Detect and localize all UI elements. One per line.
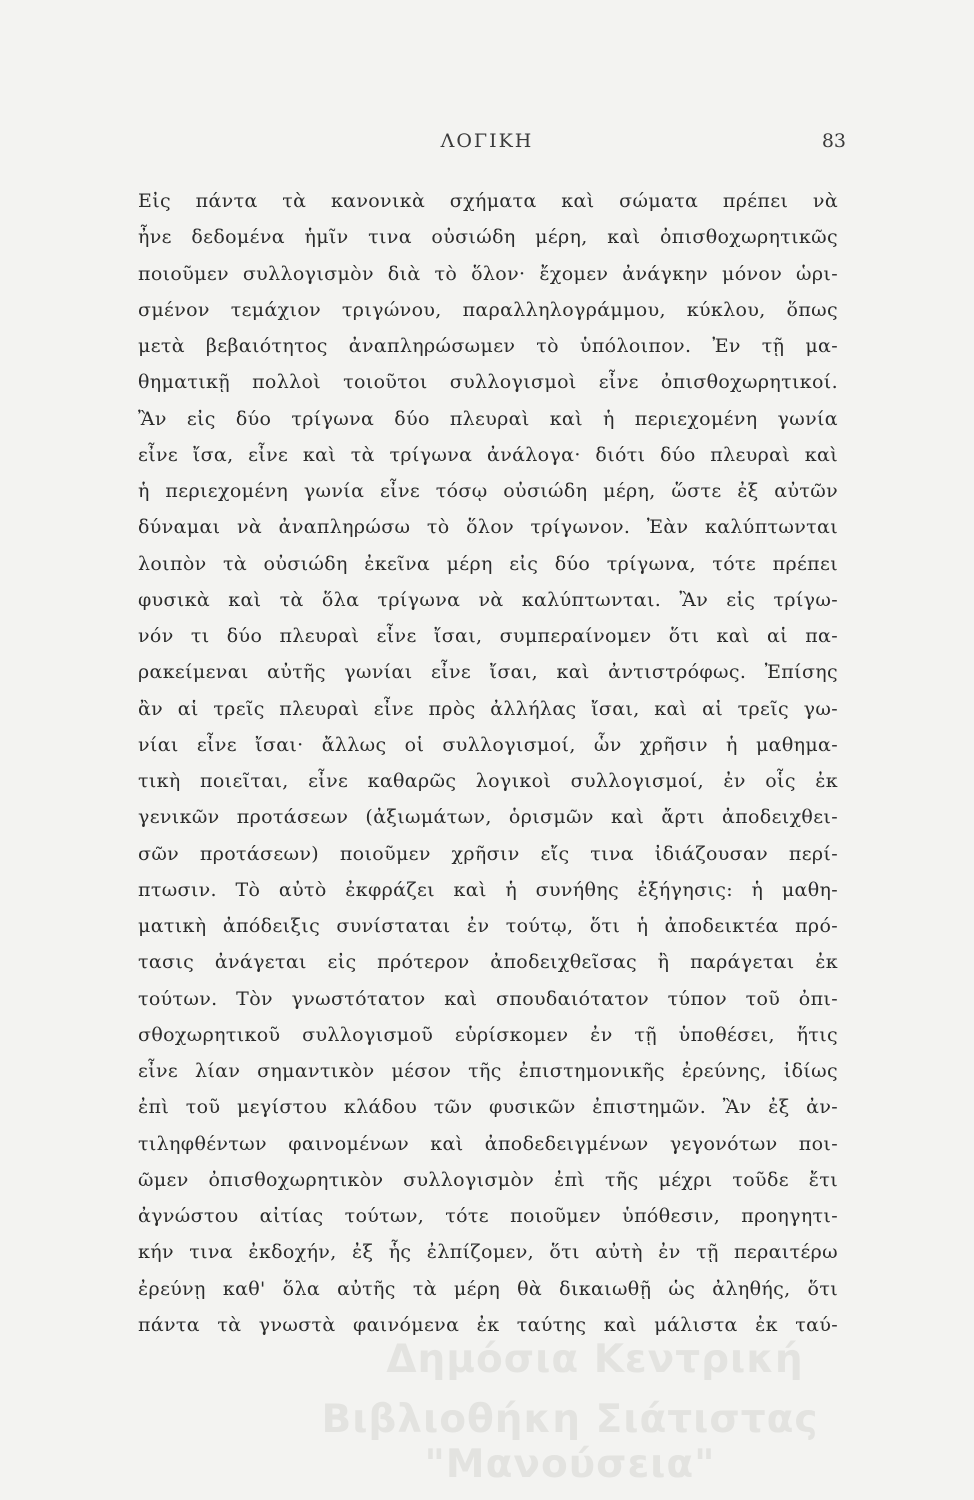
text-line: τούτων. Τὸν γνωστότατον καὶ σπουδαιότατον τύπον τοῦ ὀπι- (138, 987, 838, 1010)
text-line: ἐπὶ τοῦ μεγίστου κλάδου τῶν φυσικῶν ἐπιστημῶν. Ἂν ἐξ ἀν- (138, 1096, 838, 1119)
text-line: τασις ἀνάγεται εἰς πρότερον ἀποδειχθεῖσας ἢ παράγεται ἐκ (138, 951, 838, 974)
text-line: πάντα τὰ γνωστὰ φαινόμενα ἐκ ταύτης καὶ μάλιστα ἐκ ταύ- (138, 1313, 838, 1336)
running-title: ΛΟΓΙΚΗ (440, 130, 534, 152)
text-line: ἂν αἱ τρεῖς πλευραὶ εἶνε πρὸς ἀλλήλας ἴσαι, καὶ αἱ τρεῖς γω- (138, 697, 838, 720)
text-line: νόν τι δύο πλευραὶ εἶνε ἴσαι, συμπεραίνομεν ὅτι καὶ αἱ πα- (138, 625, 838, 647)
running-header (0, 130, 974, 160)
text-line: τιληφθέντων φαινομένων καὶ ἀποδεδειγμένων γεγονότων ποι- (138, 1132, 838, 1155)
text-line: Εἰς πάντα τὰ κανονικὰ σχήματα καὶ σώματα πρέπει νὰ (138, 190, 838, 212)
text-line: φυσικὰ καὶ τὰ ὅλα τρίγωνα νὰ καλύπτωνται. Ἂν εἰς τρίγω- (138, 588, 838, 611)
text-line: σμένον τεμάχιον τριγώνου, παραλληλογράμμου, κύκλου, ὅπως (138, 298, 838, 321)
text-line: ρακείμεναι αὐτῆς γωνίαι εἶνε ἴσαι, καὶ ἀντιστρόφως. Ἐπίσης (138, 661, 838, 684)
text-line: ἀγνώστου αἰτίας τούτων, τότε ποιοῦμεν ὑπόθεσιν, προηγητι- (138, 1205, 838, 1227)
text-line: νίαι εἶνε ἴσαι· ἄλλως οἱ συλλογισμοί, ὧν χρῆσιν ἡ μαθημα- (138, 733, 838, 756)
text-line: ἐρεύνῃ καθ' ὅλα αὐτῆς τὰ μέρη θὰ δικαιωθῇ ὡς ἀληθής, ὅτι (138, 1277, 838, 1300)
text-line: εἶνε λίαν σημαντικὸν μέσον τῆς ἐπιστημονικῆς ἐρεύνης, ἰδίως (138, 1060, 838, 1082)
text-line: ποιοῦμεν συλλογισμὸν διὰ τὸ ὅλον· ἔχομεν ἀνάγκην μόνον ὡρι- (138, 262, 838, 285)
text-line: ῶμεν ὀπισθοχωρητικὸν συλλογισμὸν ἐπὶ τῆς μέχρι τοῦδε ἔτι (138, 1168, 838, 1191)
body-text (138, 183, 838, 1343)
text-line: θηματικῇ πολλοὶ τοιοῦτοι συλλογισμοὶ εἶνε ὀπισθοχωρητικοί. (138, 371, 838, 394)
text-line: τικὴ ποιεῖται, εἶνε καθαρῶς λογικοὶ συλλογισμοί, ἐν οἷς ἐκ (138, 770, 838, 792)
text-line: ἡ περιεχομένη γωνία εἶνε τόσῳ οὐσιώδη μέρη, ὥστε ἐξ αὐτῶν (138, 480, 838, 502)
text-line: σῶν προτάσεων) ποιοῦμεν χρῆσιν εἴς τινα ἰδιάζουσαν περί- (138, 842, 838, 865)
text-line: ἦνε δεδομένα ἡμῖν τινα οὐσιώδη μέρη, καὶ ὀπισθοχωρητικῶς (138, 226, 838, 249)
library-watermark-line1: Δημόσια Κεντρική (386, 1337, 804, 1382)
text-line: σθοχωρητικοῦ συλλογισμοῦ εὑρίσκομεν ἐν τῇ ὑποθέσει, ἥτις (138, 1023, 838, 1046)
text-line: γενικῶν προτάσεων (ἀξιωμάτων, ὁρισμῶν καὶ ἄρτι ἀποδειχθει- (138, 806, 838, 829)
text-line: Ἂν εἰς δύο τρίγωνα δύο πλευραὶ καὶ ἡ περιεχομένη γωνία (138, 407, 838, 430)
page-number: 83 (821, 130, 846, 152)
text-line: εἶνε ἴσα, εἶνε καὶ τὰ τρίγωνα ἀνάλογα· διότι δύο πλευραὶ καὶ (138, 443, 838, 466)
text-line: μετὰ βεβαιότητος ἀναπληρώσωμεν τὸ ὑπόλοιπον. Ἐν τῇ μα- (138, 335, 838, 357)
text-line: ματικὴ ἀπόδειξις συνίσταται ἐν τούτῳ, ὅτι ἡ ἀποδεικτέα πρό- (138, 915, 838, 937)
text-line: λοιπὸν τὰ οὐσιώδη ἐκεῖνα μέρη εἰς δύο τρίγωνα, τότε πρέπει (138, 552, 838, 575)
text-line: πτωσιν. Τὸ αὐτὸ ἐκφράζει καὶ ἡ συνήθης ἐξήγησις: ἡ μαθη- (138, 878, 838, 901)
library-watermark-line2: Βιβλιοθήκη Σιάτιστας "Μανούσεια" (321, 1397, 819, 1487)
text-line: κήν τινα ἐκδοχήν, ἐξ ἧς ἐλπίζομεν, ὅτι αὐτὴ ἐν τῇ περαιτέρω (138, 1241, 838, 1264)
text-line: δύναμαι νὰ ἀναπληρώσω τὸ ὅλον τρίγωνον. Ἐὰν καλύπτωνται (138, 516, 838, 539)
